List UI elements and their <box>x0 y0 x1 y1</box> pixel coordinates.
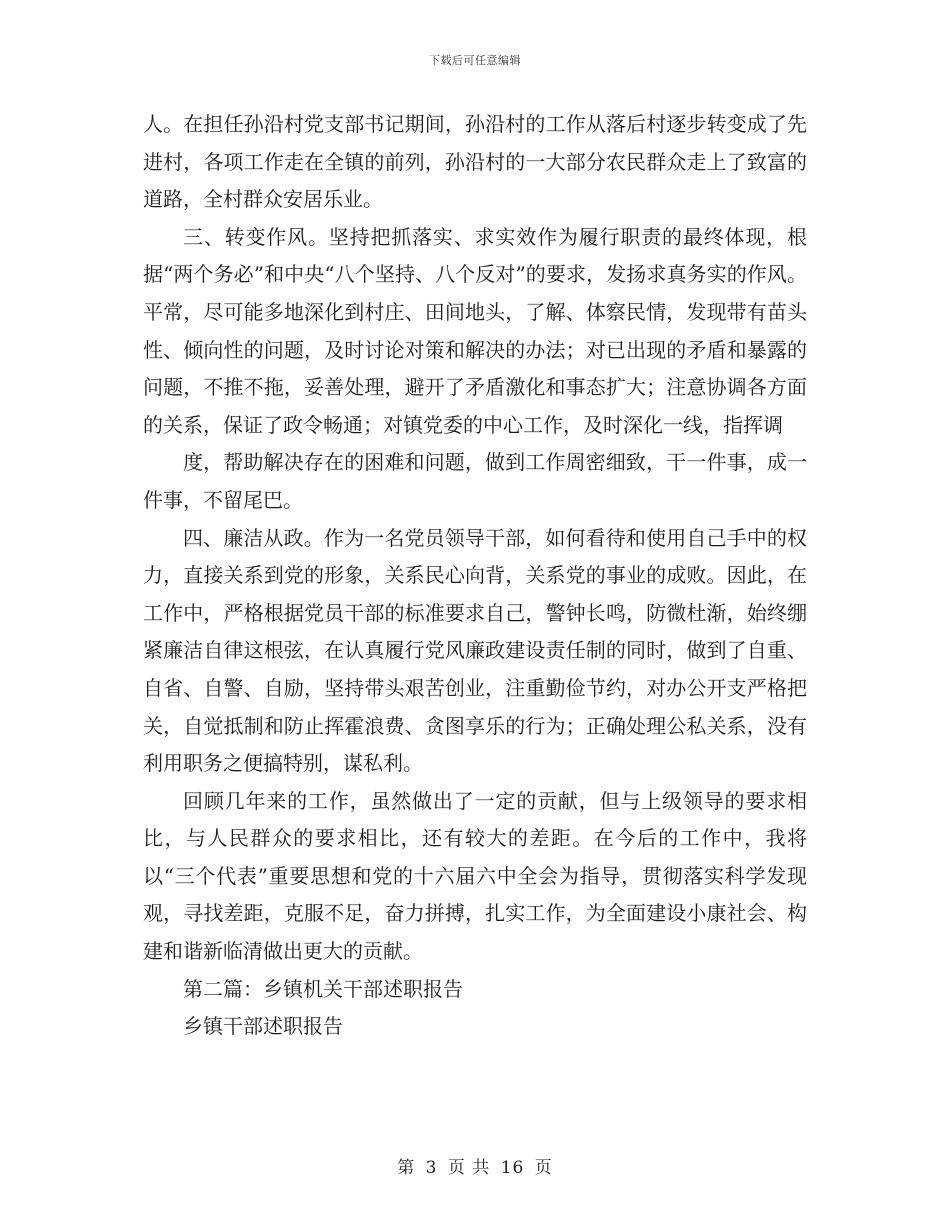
paragraph-3: 度，帮助解决存在的困难和问题，做到工作周密细致，干一件事，成一件事，不留尾巴。 <box>143 450 807 512</box>
paragraph-5: 回顾几年来的工作，虽然做出了一定的贡献，但与上级领导的要求相比，与人民群众的要求相比，还有较大的差距。在今后的工作中，我将以“三个代表”重要思想和党的十六届六中全会为指导，贯彻落实科学发现观，寻找差距，克服不足，奋力拼搏，扎实工作，为全面建设小康社会、构建和谐新临清做出更大的贡献。 <box>143 788 807 964</box>
page-footer <box>0 1153 950 1178</box>
footer-prefix: 第 <box>397 1158 416 1178</box>
paragraph-4: 四、廉洁从政。作为一名党员领导干部，如何看待和使用自己手中的权力，直接关系到党的形象，关系民心向背，关系党的事业的成败。因此，在工作中，严格根据党员干部的标准要求自己，警钟长鸣，防微杜渐，始终绷紧廉洁自律这根弦，在认真履行党风廉政建设责任制的同时，做到了自重、自省、自警、自励，坚持带头艰苦创业，注重勤俭节约，对办公开支严格把关，自觉抵制和防止挥霍浪费、贪图享乐的行为；正确处理公私关系，没有利用职务之便搞特别，谋私利。 <box>143 525 807 776</box>
footer-suffix: 页 <box>534 1158 553 1178</box>
footer-total-pages: 16 <box>500 1158 525 1178</box>
footer-middle: 页 共 <box>447 1158 491 1178</box>
header-note: 下载后可任意编辑 <box>429 54 521 67</box>
document-body <box>143 106 807 1046</box>
section-title-2: 第二篇：乡镇机关干部述职报告 <box>183 976 463 1001</box>
paragraph-1: 人。在担任孙沿村党支部书记期间，孙沿村的工作从落后村逐步转变成了先进村，各项工作走在全镇的前列，孙沿村的一大部分农民群众走上了致富的道路，全村群众安居乐业。 <box>143 112 807 212</box>
section-subtitle: 乡镇干部述职报告 <box>183 1014 343 1039</box>
paragraph-2: 三、转变作风。坚持把抓落实、求实效作为履行职责的最终体现，根据“两个务必”和中央“八个坚持、八个反对”的要求，发扬求真务实的作风。平常，尽可能多地深化到村庄、田间地头，了解、体察民情，发现带有苗头性、倾向性的问题，及时讨论对策和解决的办法；对已出现的矛盾和暴露的问题，不推不拖，妥善处理，避开了矛盾激化和事态扩大；注意协调各方面的关系，保证了政令畅通；对镇党委的中心工作，及时深化一线，指挥调 <box>143 224 807 437</box>
footer-page-number: 3 <box>425 1158 438 1178</box>
page-header <box>0 52 950 68</box>
